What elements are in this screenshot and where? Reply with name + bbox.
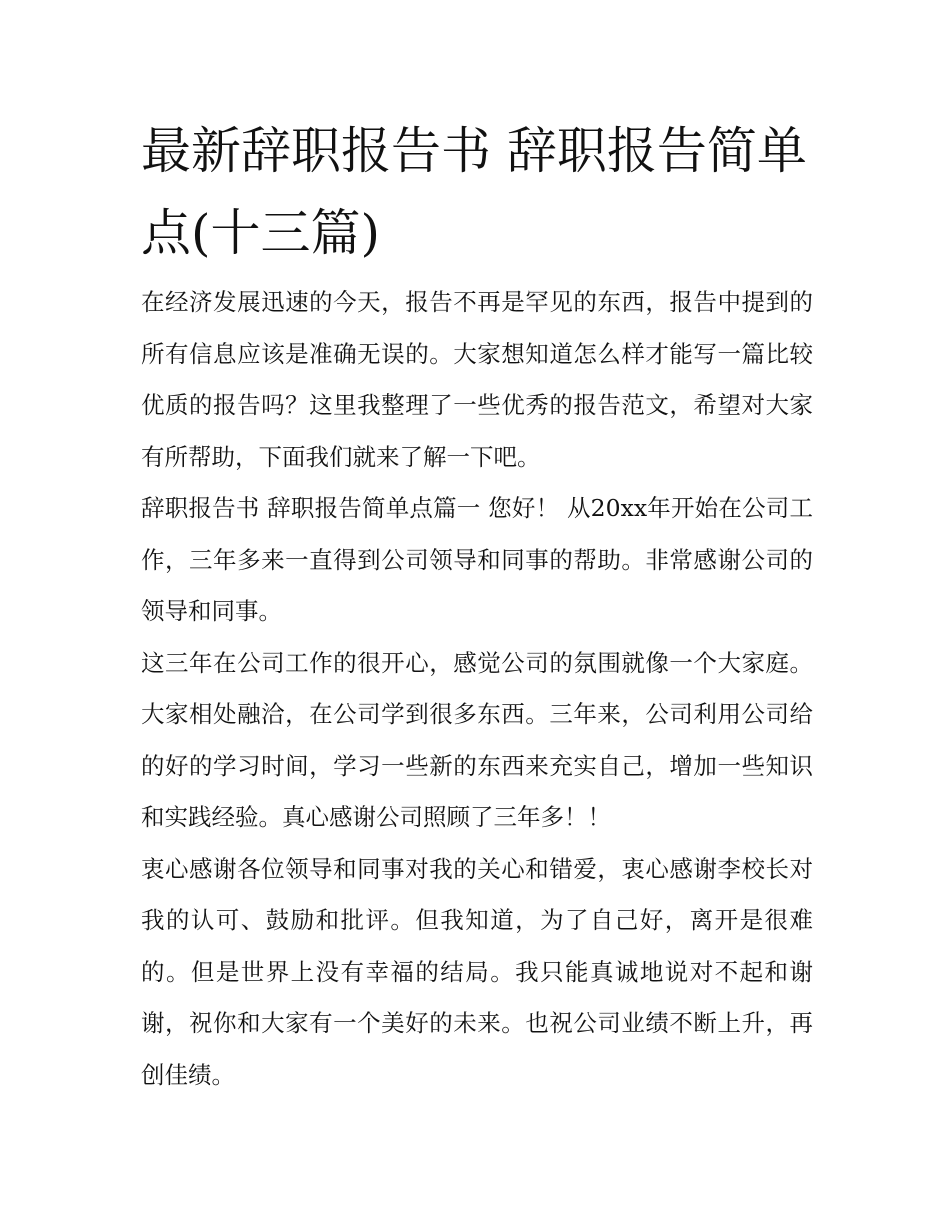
document-body bbox=[141, 277, 813, 1101]
paragraph-greeting: 辞职报告书 辞职报告简单点篇一 您好！ 从20xx年开始在公司工作，三年多来一直得到公司领导和同事的帮助。非常感谢公司的领导和同事。 bbox=[141, 494, 813, 625]
paragraph-work-experience: 这三年在公司工作的很开心，感觉公司的氛围就像一个大家庭。大家相处融洽，在公司学到很多东西。三年来，公司利用公司给的好的学习时间，学习一些新的东西来充实自己，增加一些知识和实践经验。真心感谢公司照顾了三年多！！ bbox=[141, 648, 813, 831]
document-title: 最新辞职报告书 辞职报告简单点(十三篇) bbox=[141, 122, 807, 262]
intro-paragraph: 在经济发展迅速的今天，报告不再是罕见的东西，报告中提到的所有信息应该是准确无误的。大家想知道怎么样才能写一篇比较优质的报告吗？这里我整理了一些优秀的报告范文，希望对大家有所帮助，下面我们就来了解一下吧。 bbox=[141, 288, 813, 471]
paragraph-thanks: 衷心感谢各位领导和同事对我的关心和错爱，衷心感谢李校长对我的认可、鼓励和批评。但我知道，为了自己好，离开是很难的。但是世界上没有幸福的结局。我只能真诚地说对不起和谢谢，祝你和大家有一个美好的未来。也祝公司业绩不断上升，再创佳绩。 bbox=[141, 854, 813, 1089]
